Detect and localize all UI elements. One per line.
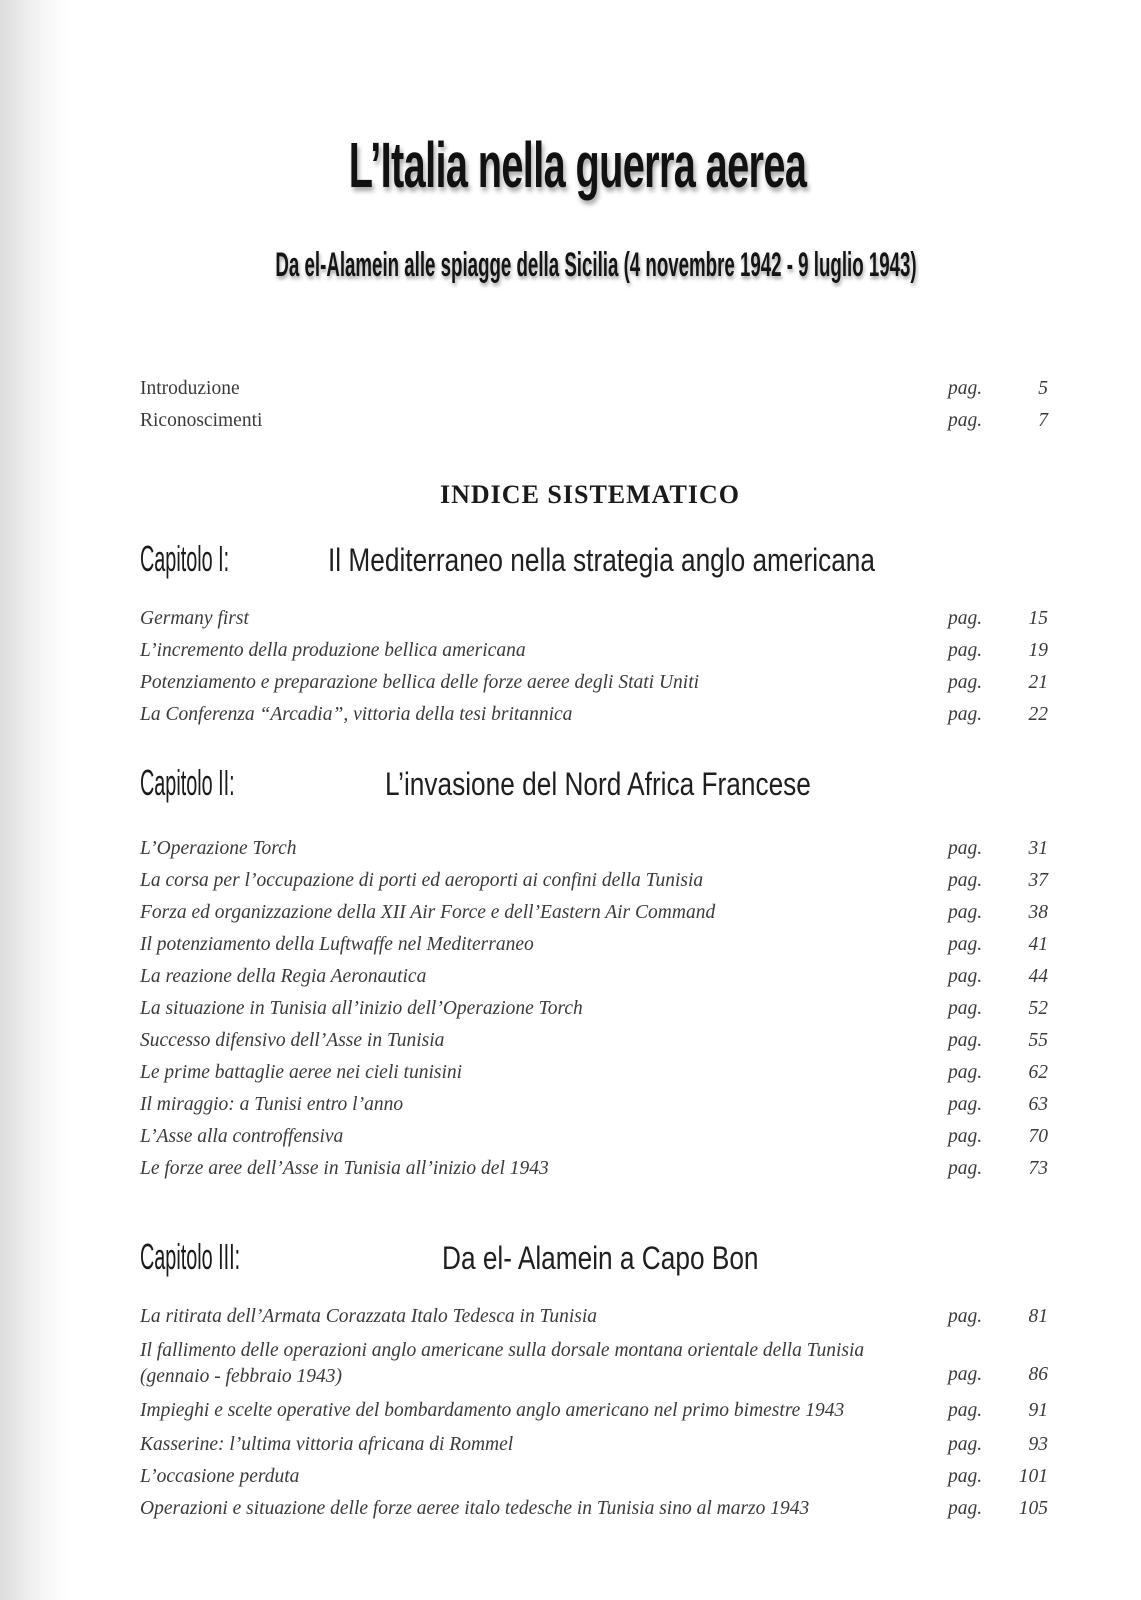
toc-entry-label: La corsa per l’occupazione di porti ed aeroporti ai confini della Tunisia bbox=[140, 870, 704, 891]
toc-entry-label: Germany first bbox=[140, 608, 249, 629]
toc-entry[interactable] bbox=[140, 1158, 1050, 1188]
toc-page-number: 19 bbox=[1028, 640, 1048, 661]
toc-entry-label: Il fallimento delle operazioni anglo americane sulla dorsale montana orientale della Tunisia (gennaio - febbraio 1943) bbox=[140, 1340, 865, 1387]
toc-pag-label: pag. bbox=[948, 1094, 983, 1115]
toc-pag-label: pag. bbox=[948, 378, 983, 399]
toc-pag-label: pag. bbox=[948, 1364, 983, 1385]
toc-entry-label: La ritirata dell’Armata Corazzata Italo Tedesca in Tunisia bbox=[140, 1306, 598, 1327]
toc-pag-label: pag. bbox=[948, 1030, 983, 1051]
toc-entry-label: Il miraggio: a Tunisi entro l’anno bbox=[140, 1094, 404, 1115]
toc-entry[interactable] bbox=[140, 1094, 1050, 1124]
toc-entry[interactable] bbox=[140, 608, 1050, 638]
toc-entry[interactable] bbox=[140, 1466, 1050, 1496]
chapter-title: Il Mediterraneo nella strategia anglo americana bbox=[328, 542, 875, 578]
toc-entry[interactable] bbox=[140, 870, 1050, 900]
toc-page-number: 73 bbox=[1028, 1158, 1048, 1179]
toc-pag-label: pag. bbox=[948, 870, 983, 891]
toc-entry-label: Le prime battaglie aeree nei cieli tunisini bbox=[140, 1062, 463, 1083]
toc-page-number: 7 bbox=[1038, 410, 1048, 431]
chapter-heading-3 bbox=[140, 1236, 1050, 1286]
toc-pag-label: pag. bbox=[948, 672, 983, 693]
toc-page-number: 105 bbox=[1018, 1498, 1048, 1519]
toc-page-number: 93 bbox=[1028, 1434, 1048, 1455]
toc-entry[interactable] bbox=[140, 902, 1050, 932]
toc-pag-label: pag. bbox=[948, 1158, 983, 1179]
toc-entry[interactable] bbox=[140, 1062, 1050, 1092]
toc-entry[interactable] bbox=[140, 1498, 1050, 1528]
index-heading: INDICE SISTEMATICO bbox=[440, 480, 740, 509]
toc-pag-label: pag. bbox=[948, 640, 983, 661]
toc-entry-label: La situazione in Tunisia all’inizio dell’Operazione Torch bbox=[140, 998, 583, 1019]
toc-pag-label: pag. bbox=[948, 1126, 983, 1147]
toc-pag-label: pag. bbox=[948, 608, 983, 629]
toc-pag-label: pag. bbox=[948, 1498, 983, 1519]
toc-entry-label: Introduzione bbox=[140, 378, 240, 399]
toc-entry[interactable] bbox=[140, 934, 1050, 964]
toc-entry[interactable] bbox=[140, 704, 1050, 734]
toc-page-number: 15 bbox=[1028, 608, 1048, 629]
toc-entry[interactable] bbox=[140, 1434, 1050, 1464]
toc-entry[interactable] bbox=[140, 640, 1050, 670]
toc-entry-label: L’incremento della produzione bellica americana bbox=[140, 640, 526, 661]
toc-entry-label: Successo difensivo dell’Asse in Tunisia bbox=[140, 1030, 445, 1051]
toc-page-number: 81 bbox=[1028, 1306, 1048, 1327]
toc-entry-label: L’occasione perduta bbox=[140, 1466, 300, 1487]
toc-entry-label: Le forze aree dell’Asse in Tunisia all’inizio del 1943 bbox=[140, 1158, 549, 1179]
toc-pag-label: pag. bbox=[948, 410, 983, 431]
toc-pag-label: pag. bbox=[948, 966, 983, 987]
toc-entry-label: L’Operazione Torch bbox=[140, 838, 297, 859]
toc-entry[interactable] bbox=[140, 1306, 1050, 1336]
toc-pag-label: pag. bbox=[948, 1400, 983, 1421]
chapter-heading-1 bbox=[140, 538, 1050, 588]
toc-pag-label: pag. bbox=[948, 902, 983, 923]
toc-entry[interactable] bbox=[140, 998, 1050, 1028]
toc-page-number: 55 bbox=[1028, 1030, 1048, 1051]
toc-entry-label: Forza ed organizzazione della XII Air Force e dell’Eastern Air Command bbox=[140, 902, 716, 923]
toc-page-number: 52 bbox=[1028, 998, 1048, 1019]
toc-page-number: 44 bbox=[1028, 966, 1048, 987]
toc-page-number: 21 bbox=[1028, 672, 1048, 693]
toc-entry-riconoscimenti[interactable] bbox=[140, 410, 1050, 440]
toc-pag-label: pag. bbox=[948, 1062, 983, 1083]
toc-page-number: 37 bbox=[1028, 870, 1048, 891]
toc-entry[interactable] bbox=[140, 1338, 1050, 1394]
book-title: L’Italia nella guerra aerea bbox=[348, 129, 807, 201]
toc-entry-label: La reazione della Regia Aeronautica bbox=[140, 966, 427, 987]
toc-entry[interactable] bbox=[140, 672, 1050, 702]
toc-entry-label: La Conferenza “Arcadia”, vittoria della tesi britannica bbox=[140, 704, 573, 725]
toc-page-number: 91 bbox=[1028, 1400, 1048, 1421]
toc-entry[interactable] bbox=[140, 1126, 1050, 1156]
toc-pag-label: pag. bbox=[948, 934, 983, 955]
toc-pag-label: pag. bbox=[948, 704, 983, 725]
toc-pag-label: pag. bbox=[948, 1306, 983, 1327]
book-subtitle: Da el-Alamein alle spiagge della Sicilia (4 novembre 1942 - 9 luglio 1943) bbox=[275, 246, 917, 284]
toc-entry-label: Impieghi e scelte operative del bombardamento anglo americano nel primo bimestre 1943 bbox=[140, 1400, 845, 1421]
toc-pag-label: pag. bbox=[948, 1466, 983, 1487]
toc-pag-label: pag. bbox=[948, 1434, 983, 1455]
toc-page-number: 22 bbox=[1028, 704, 1048, 725]
toc-entry[interactable] bbox=[140, 838, 1050, 868]
toc-entry-label: Riconoscimenti bbox=[140, 410, 263, 431]
toc-page-number: 41 bbox=[1028, 934, 1048, 955]
chapter-heading-2 bbox=[140, 762, 1050, 812]
toc-page-number: 38 bbox=[1028, 902, 1048, 923]
toc-page-number: 31 bbox=[1028, 838, 1048, 859]
toc-page-number: 63 bbox=[1028, 1094, 1048, 1115]
toc-entry-label: Kasserine: l’ultima vittoria africana di Rommel bbox=[140, 1434, 514, 1455]
toc-entry[interactable] bbox=[140, 1030, 1050, 1060]
chapter-label: Capitolo III: bbox=[140, 1236, 241, 1277]
toc-entry-label: L’Asse alla controffensiva bbox=[140, 1126, 344, 1147]
toc-entry-label: Operazioni e situazione delle forze aeree italo tedesche in Tunisia sino al marzo 1943 bbox=[140, 1498, 810, 1519]
toc-page-number: 70 bbox=[1028, 1126, 1048, 1147]
toc-entry-label: Il potenziamento della Luftwaffe nel Mediterraneo bbox=[140, 934, 534, 955]
toc-entry[interactable] bbox=[140, 966, 1050, 996]
toc-entry-introduzione[interactable] bbox=[140, 378, 1050, 408]
page-gutter-shadow bbox=[0, 0, 70, 1600]
toc-entry[interactable] bbox=[140, 1400, 1050, 1430]
toc-page-number: 86 bbox=[1028, 1364, 1048, 1385]
toc-pag-label: pag. bbox=[948, 838, 983, 859]
toc-page-number: 5 bbox=[1038, 378, 1048, 399]
toc-page-number: 101 bbox=[1018, 1466, 1048, 1487]
chapter-label: Capitolo II: bbox=[140, 762, 235, 803]
toc-pag-label: pag. bbox=[948, 998, 983, 1019]
toc-page-number: 62 bbox=[1028, 1062, 1048, 1083]
chapter-label: Capitolo I: bbox=[140, 538, 230, 579]
chapter-title: L’invasione del Nord Africa Francese bbox=[385, 766, 811, 802]
toc-entry-label: Potenziamento e preparazione bellica delle forze aeree degli Stati Uniti bbox=[140, 672, 700, 693]
chapter-title: Da el- Alamein a Capo Bon bbox=[442, 1240, 759, 1276]
